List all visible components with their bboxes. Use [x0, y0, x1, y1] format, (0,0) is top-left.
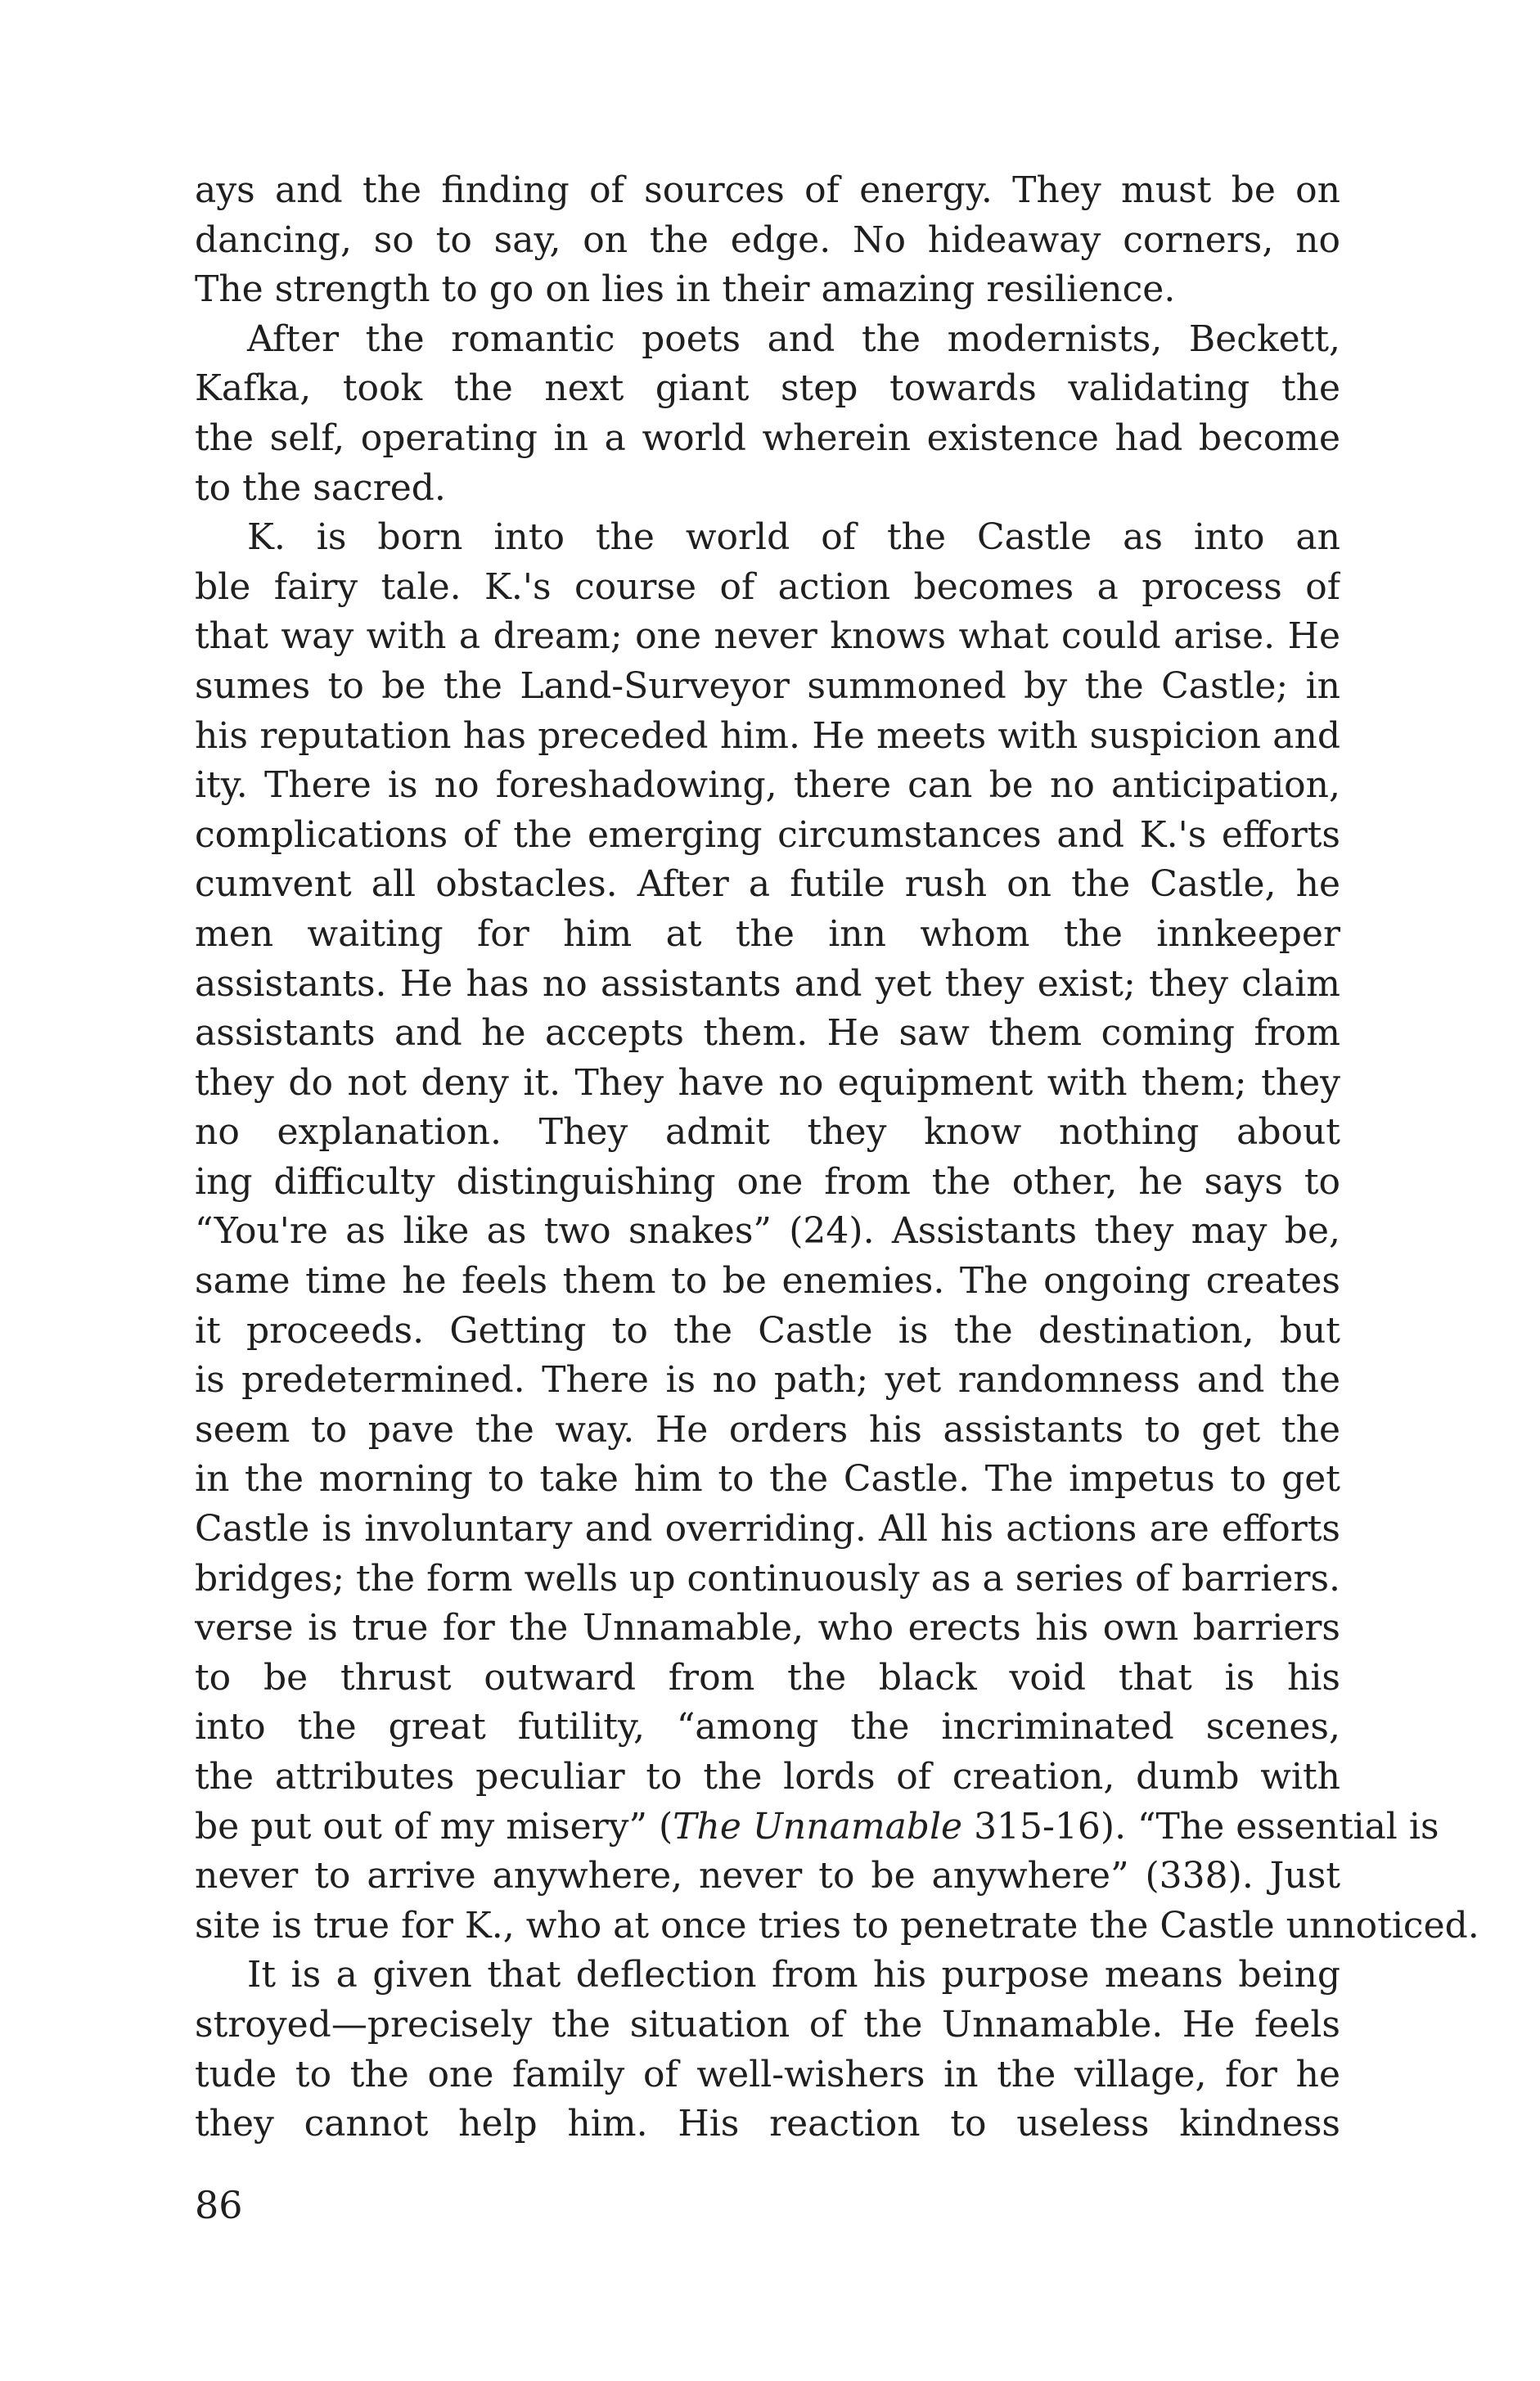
text-line: stroyed—precisely the situation of the Unnamable. He feels [195, 2003, 1340, 2046]
text-line: the self, operating in a world wherein existence had become [195, 416, 1340, 459]
text-line: It is a given that deflection from his purpose means being [247, 1954, 1340, 1996]
text-line: site is true for K., who at once tries to penetrate the Castle unnoticed. [195, 1904, 1479, 1947]
text-line: seem to pave the way. He orders his assistants to get the [195, 1408, 1340, 1451]
text-line: never to arrive anywhere, never to be anywhere” (338). Just [195, 1855, 1340, 1897]
text-line: they cannot help him. His reaction to useless kindness [195, 2103, 1340, 2145]
text-line: in the morning to take him to the Castle. The impetus to get [195, 1458, 1340, 1501]
text-line: men waiting for him at the inn whom the innkeeper [195, 912, 1340, 955]
text-line: bridges; the form wells up continuously as a series of barriers. [195, 1557, 1340, 1600]
text-fragment: be put out of my misery” ( [195, 1805, 673, 1848]
text-line: assistants and he accepts them. He saw them coming from [195, 1012, 1340, 1055]
text-line: verse is true for the Unnamable, who erects his own barriers [195, 1607, 1340, 1650]
text-line: tude to the one family of well-wishers in the village, for he [195, 2053, 1340, 2095]
text-fragment: 315-16). “The essential is [962, 1805, 1439, 1848]
text-line: it proceeds. Getting to the Castle is the destination, but [195, 1309, 1340, 1352]
text-line: Castle is involuntary and overriding. All his actions are efforts [195, 1508, 1340, 1551]
book-title: The Unnamable [673, 1805, 963, 1848]
text-line: K. is born into the world of the Castle as into an [247, 516, 1340, 559]
text-line: ing difficulty distinguishing one from the other, he says to [195, 1160, 1340, 1203]
text-line: no explanation. They admit they know nothing about [195, 1111, 1340, 1154]
text-line: ity. There is no foreshadowing, there can be no anticipation, [195, 764, 1340, 807]
text-line: same time he feels them to be enemies. The ongoing creates [195, 1260, 1340, 1303]
body-text [195, 166, 1479, 2149]
text-line: they do not deny it. They have no equipment with them; they [195, 1061, 1340, 1104]
text-line: dancing, so to say, on the edge. No hideaway corners, no [195, 218, 1340, 261]
text-line: into the great futility, “among the incriminated scenes, [195, 1706, 1340, 1749]
text-line: is predetermined. There is no path; yet randomness and the [195, 1359, 1340, 1402]
text-line: his reputation has preceded him. He meets with suspicion and [195, 714, 1340, 757]
text-line: The strength to go on lies in their amazing resilience. [195, 268, 1176, 311]
text-line: ble fairy tale. K.'s course of action becomes a process of [195, 565, 1340, 608]
text-line: cumvent all obstacles. After a futile rush on the Castle, he [195, 863, 1340, 906]
page-number: 86 [195, 2183, 243, 2227]
text-line: the attributes peculiar to the lords of creation, dumb with [195, 1756, 1340, 1798]
text-line: “You're as like as two snakes” (24). Assistants they may be, [195, 1210, 1340, 1253]
text-line: that way with a dream; one never knows what could arise. He [195, 615, 1340, 658]
text-line: ays and the finding of sources of energy. They must be on [195, 169, 1340, 211]
text-line: to the sacred. [195, 466, 446, 509]
text-line: to be thrust outward from the black void that is his [195, 1656, 1340, 1699]
text-line: sumes to be the Land-Surveyor summoned by the Castle; in [195, 664, 1340, 707]
text-line-with-title [195, 1803, 1439, 1852]
text-line: Kafka, took the next giant step towards validating the [195, 367, 1340, 410]
text-line: After the romantic poets and the modernists, Beckett, [247, 317, 1340, 360]
text-line: assistants. He has no assistants and yet they exist; they claim [195, 962, 1340, 1005]
text-line: complications of the emerging circumstances and K.'s efforts [195, 813, 1340, 856]
